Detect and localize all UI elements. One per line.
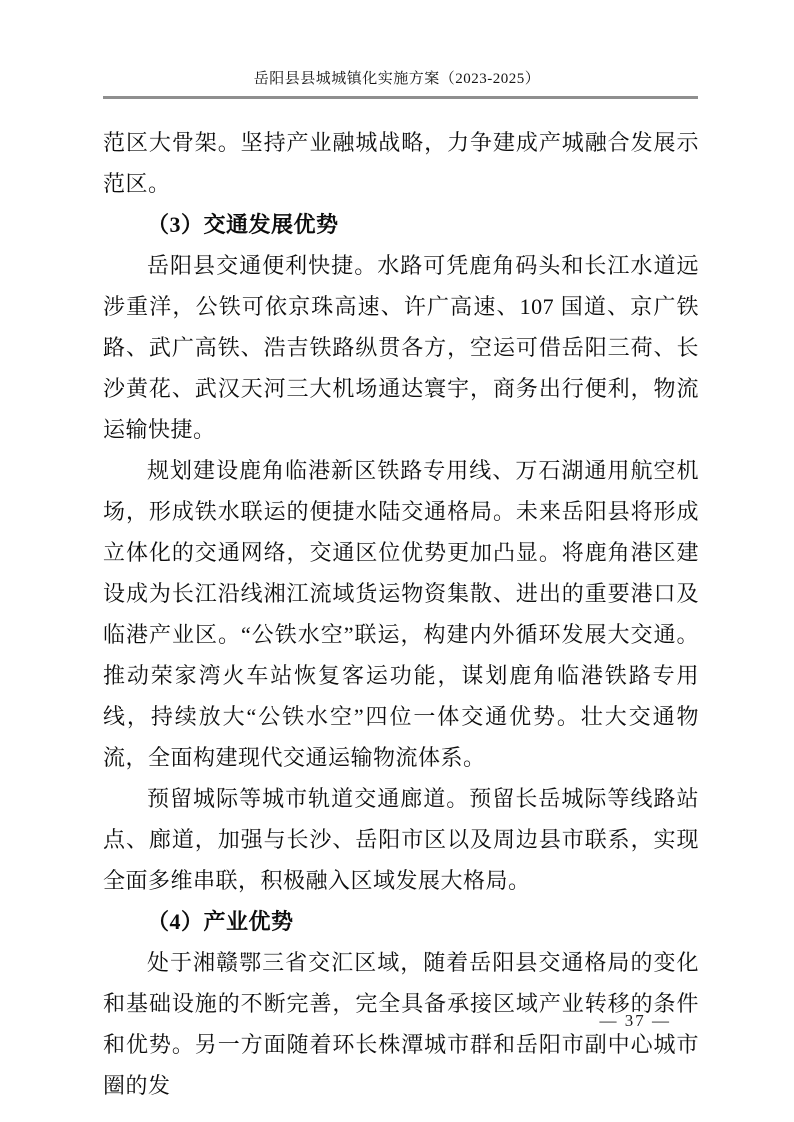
paragraph: 处于湘赣鄂三省交汇区域，随着岳阳县交通格局的变化和基础设施的不断完善，完全具备承接区域产业转移的条件和优势。另一方面随着环长株潭城市群和岳阳市副中心城市圈的发 — [103, 950, 699, 1098]
page-number: — 37 — — [599, 1011, 671, 1030]
paragraph: 岳阳县交通便利快捷。水路可凭鹿角码头和长江水道远涉重洋，公铁可依京珠高速、许广高速、107 国道、京广铁路、武广高铁、浩吉铁路纵贯各方，空运可借岳阳三荷、长沙黄花、武汉天河三大机场通达寰宇，商务出行便利，物流运输快捷。 — [103, 253, 699, 442]
paragraph: 范区大骨架。坚持产业融城战略，力争建成产城融合发展示范区。 — [103, 130, 699, 196]
section-heading: （3）交通发展优势 — [147, 212, 339, 237]
paragraph: 规划建设鹿角临港新区铁路专用线、万石湖通用航空机场，形成铁水联运的便捷水陆交通格局。未来岳阳县将形成立体化的交通网络，交通区位优势更加凸显。将鹿角港区建设成为长江沿线湘江流域货运物资集散、进出的重要港口及临港产业区。“公铁水空”联运，构建内外循环发展大交通。推动荣家湾火车站恢复客运功能，谋划鹿角临港铁路专用线，持续放大“公铁水空”四位一体交通优势。壮大交通物流，全面构建现代交通运输物流体系。 — [103, 458, 699, 770]
paragraph: 预留城际等城市轨道交通廊道。预留长岳城际等线路站点、廊道，加强与长沙、岳阳市区以及周边县市联系，实现全面多维串联，积极融入区域发展大格局。 — [103, 786, 699, 893]
document-header-title: 岳阳县县城城镇化实施方案（2023-2025） — [253, 71, 541, 87]
section-heading: （4）产业优势 — [147, 909, 294, 934]
header-rule — [103, 96, 698, 99]
document-body — [103, 122, 699, 1106]
